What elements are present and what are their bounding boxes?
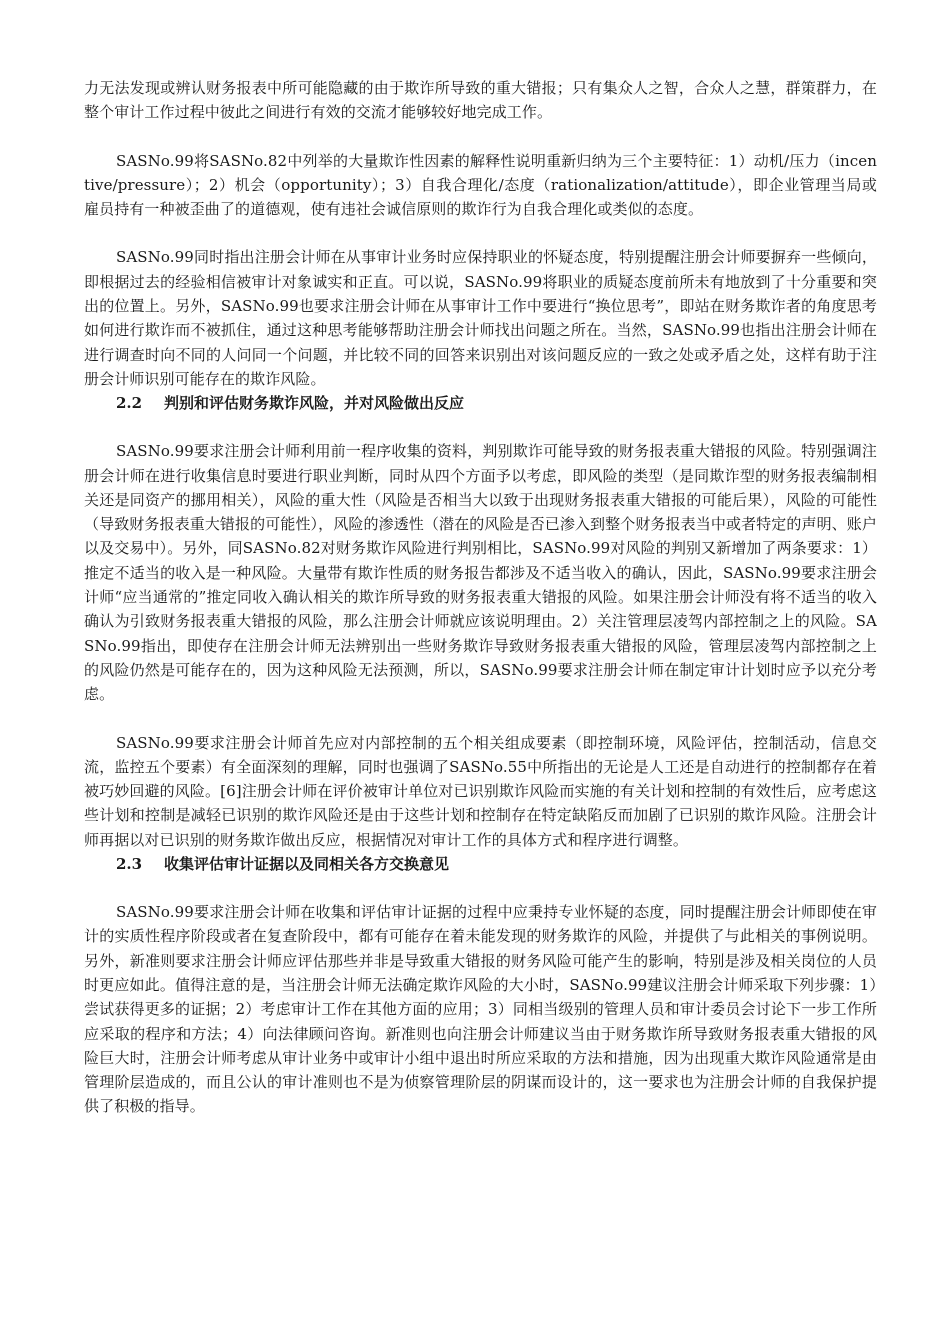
paragraph-continued: 力无法发现或辨认财务报表中所可能隐藏的由于欺诈所导致的重大错报；只有集众人之智，合众人之慧，群策群力，在整个审计工作过程中彼此之间进行有效的交流才能够较好地完成工作。 [84,79,877,122]
section-title: 收集评估审计证据以及同相关各方交换意见 [164,855,450,874]
paragraph-professional-skepticism: SASNo.99同时指出注册会计师在从事审计业务时应保持职业的怀疑态度，特别提醒注册会计师要摒弃一些倾向，即根据过去的经验相信被审计对象诚实和正直。可以说，SASNo.99将职业的质疑态度前所未有地放到了十分重要和突出的位置上。另外，SASNo.99也要求注册会计师在从事审计工作中要进行“换位思考”，即站在财务欺诈者的角度思考如何进行欺诈而不被抓住，通过这种思考能够帮助注册会计师找出问题之所在。当然，SASNo.99也指出注册会计师在进行调查时向不同的人问同一个问题，并比较不同的回答来识别出对该问题反应的一致之处或矛盾之处，这样有助于注册会计师识别可能存在的欺诈风险。 [84,248,877,388]
paragraph-fraud-factors: SASNo.99将SASNo.82中列举的大量欺诈性因素的解释性说明重新归纳为三个主要特征：1）动机/压力（incentive/pressure）；2）机会（opportunity）；3）自我合理化/态度（rationalization/attitude），即企业管理当局或雇员持有一种被歪曲了的道德观，使有违社会诚信原则的欺诈行为自我合理化或类似的态度。 [84,151,877,219]
section-heading-2-3 [84,852,877,876]
section-heading-2-2 [84,391,877,415]
paragraph-internal-control: SASNo.99要求注册会计师首先应对内部控制的五个相关组成要素（即控制环境，风险评估，控制活动，信息交流，监控五个要素）有全面深刻的理解，同时也强调了SASNo.55中所指出的无论是人工还是自动进行的控制都存在着被巧妙回避的风险。[6]注册会计师在评价被审计单位对已识别欺诈风险而实施的有关计划和控制的有效性后，应考虑这些计划和控制是减轻已识别的欺诈风险还是由于这些计划和控制存在特定缺陷反而加剧了已识别的欺诈风险。注册会计师再据以对已识别的财务欺诈做出反应，根据情况对审计工作的具体方式和程序进行调整。 [84,733,877,849]
paragraph-audit-evidence: SASNo.99要求注册会计师在收集和评估审计证据的过程中应秉持专业怀疑的态度，同时提醒注册会计师即使在审计的实质性程序阶段或者在复查阶段中，都有可能存在着未能发现的财务欺诈的风险，并提供了与此相关的事例说明。另外，新准则要求注册会计师应评估那些并非是导致重大错报的财务风险可能产生的影响，特别是涉及相关岗位的人员时更应如此。值得注意的是，当注册会计师无法确定欺诈风险的大小时，SASNo.99建议注册会计师采取下列步骤：1）尝试获得更多的证据；2）考虑审计工作在其他方面的应用；3）同相当级别的管理人员和审计委员会讨论下一步工作所应采取的程序和方法；4）向法律顾问咨询。新准则也向注册会计师建议当由于财务欺诈所导致财务报表重大错报的风险巨大时，注册会计师考虑从审计业务中或审计小组中退出时所应采取的方法和措施，因为出现重大欺诈风险通常是由管理阶层造成的，而且公认的审计准则也不是为侦察管理阶层的阴谋而设计的，这一要求也为注册会计师的自我保护提供了积极的指导。 [84,903,877,1116]
section-title: 判别和评估财务欺诈风险，并对风险做出反应 [164,394,465,413]
document-page [84,76,877,1119]
section-number: 2.2 [116,394,143,413]
paragraph-risk-identification: SASNo.99要求注册会计师利用前一程序收集的资料，判别欺诈可能导致的财务报表重大错报的风险。特别强调注册会计师在进行收集信息时要进行职业判断，同时从四个方面予以考虑，即风险的类型（是同欺诈型的财务报表编制相关还是同资产的挪用相关），风险的重大性（风险是否相当大以致于出现财务报表重大错报的可能后果），风险的可能性（导致财务报表重大错报的可能性），风险的渗透性（潜在的风险是否已渗入到整个财务报表当中或者特定的声明、账户以及交易中）。另外，同SASNo.82对财务欺诈风险进行判别相比，SASNo.99对风险的判别又新增加了两条要求：1）推定不适当的收入是一种风险。大量带有欺诈性质的财务报告都涉及不适当收入的确认，因此，SASNo.99要求注册会计师“应当通常的”推定同收入确认相关的欺诈所导致的财务报表重大错报的风险。如果注册会计师没有将不适当的收入确认为引致财务报表重大错报的风险，那么注册会计师就应该说明理由。2）关注管理层凌驾内部控制之上的风险。SASNo.99指出，即使存在注册会计师无法辨别出一些财务欺诈导致财务报表重大错报的风险，管理层凌驾内部控制之上的风险仍然是可能存在的，因为这种风险无法预测，所以，SASNo.99要求注册会计师在制定审计计划时应予以充分考虑。 [84,442,877,704]
section-number: 2.3 [116,855,143,874]
